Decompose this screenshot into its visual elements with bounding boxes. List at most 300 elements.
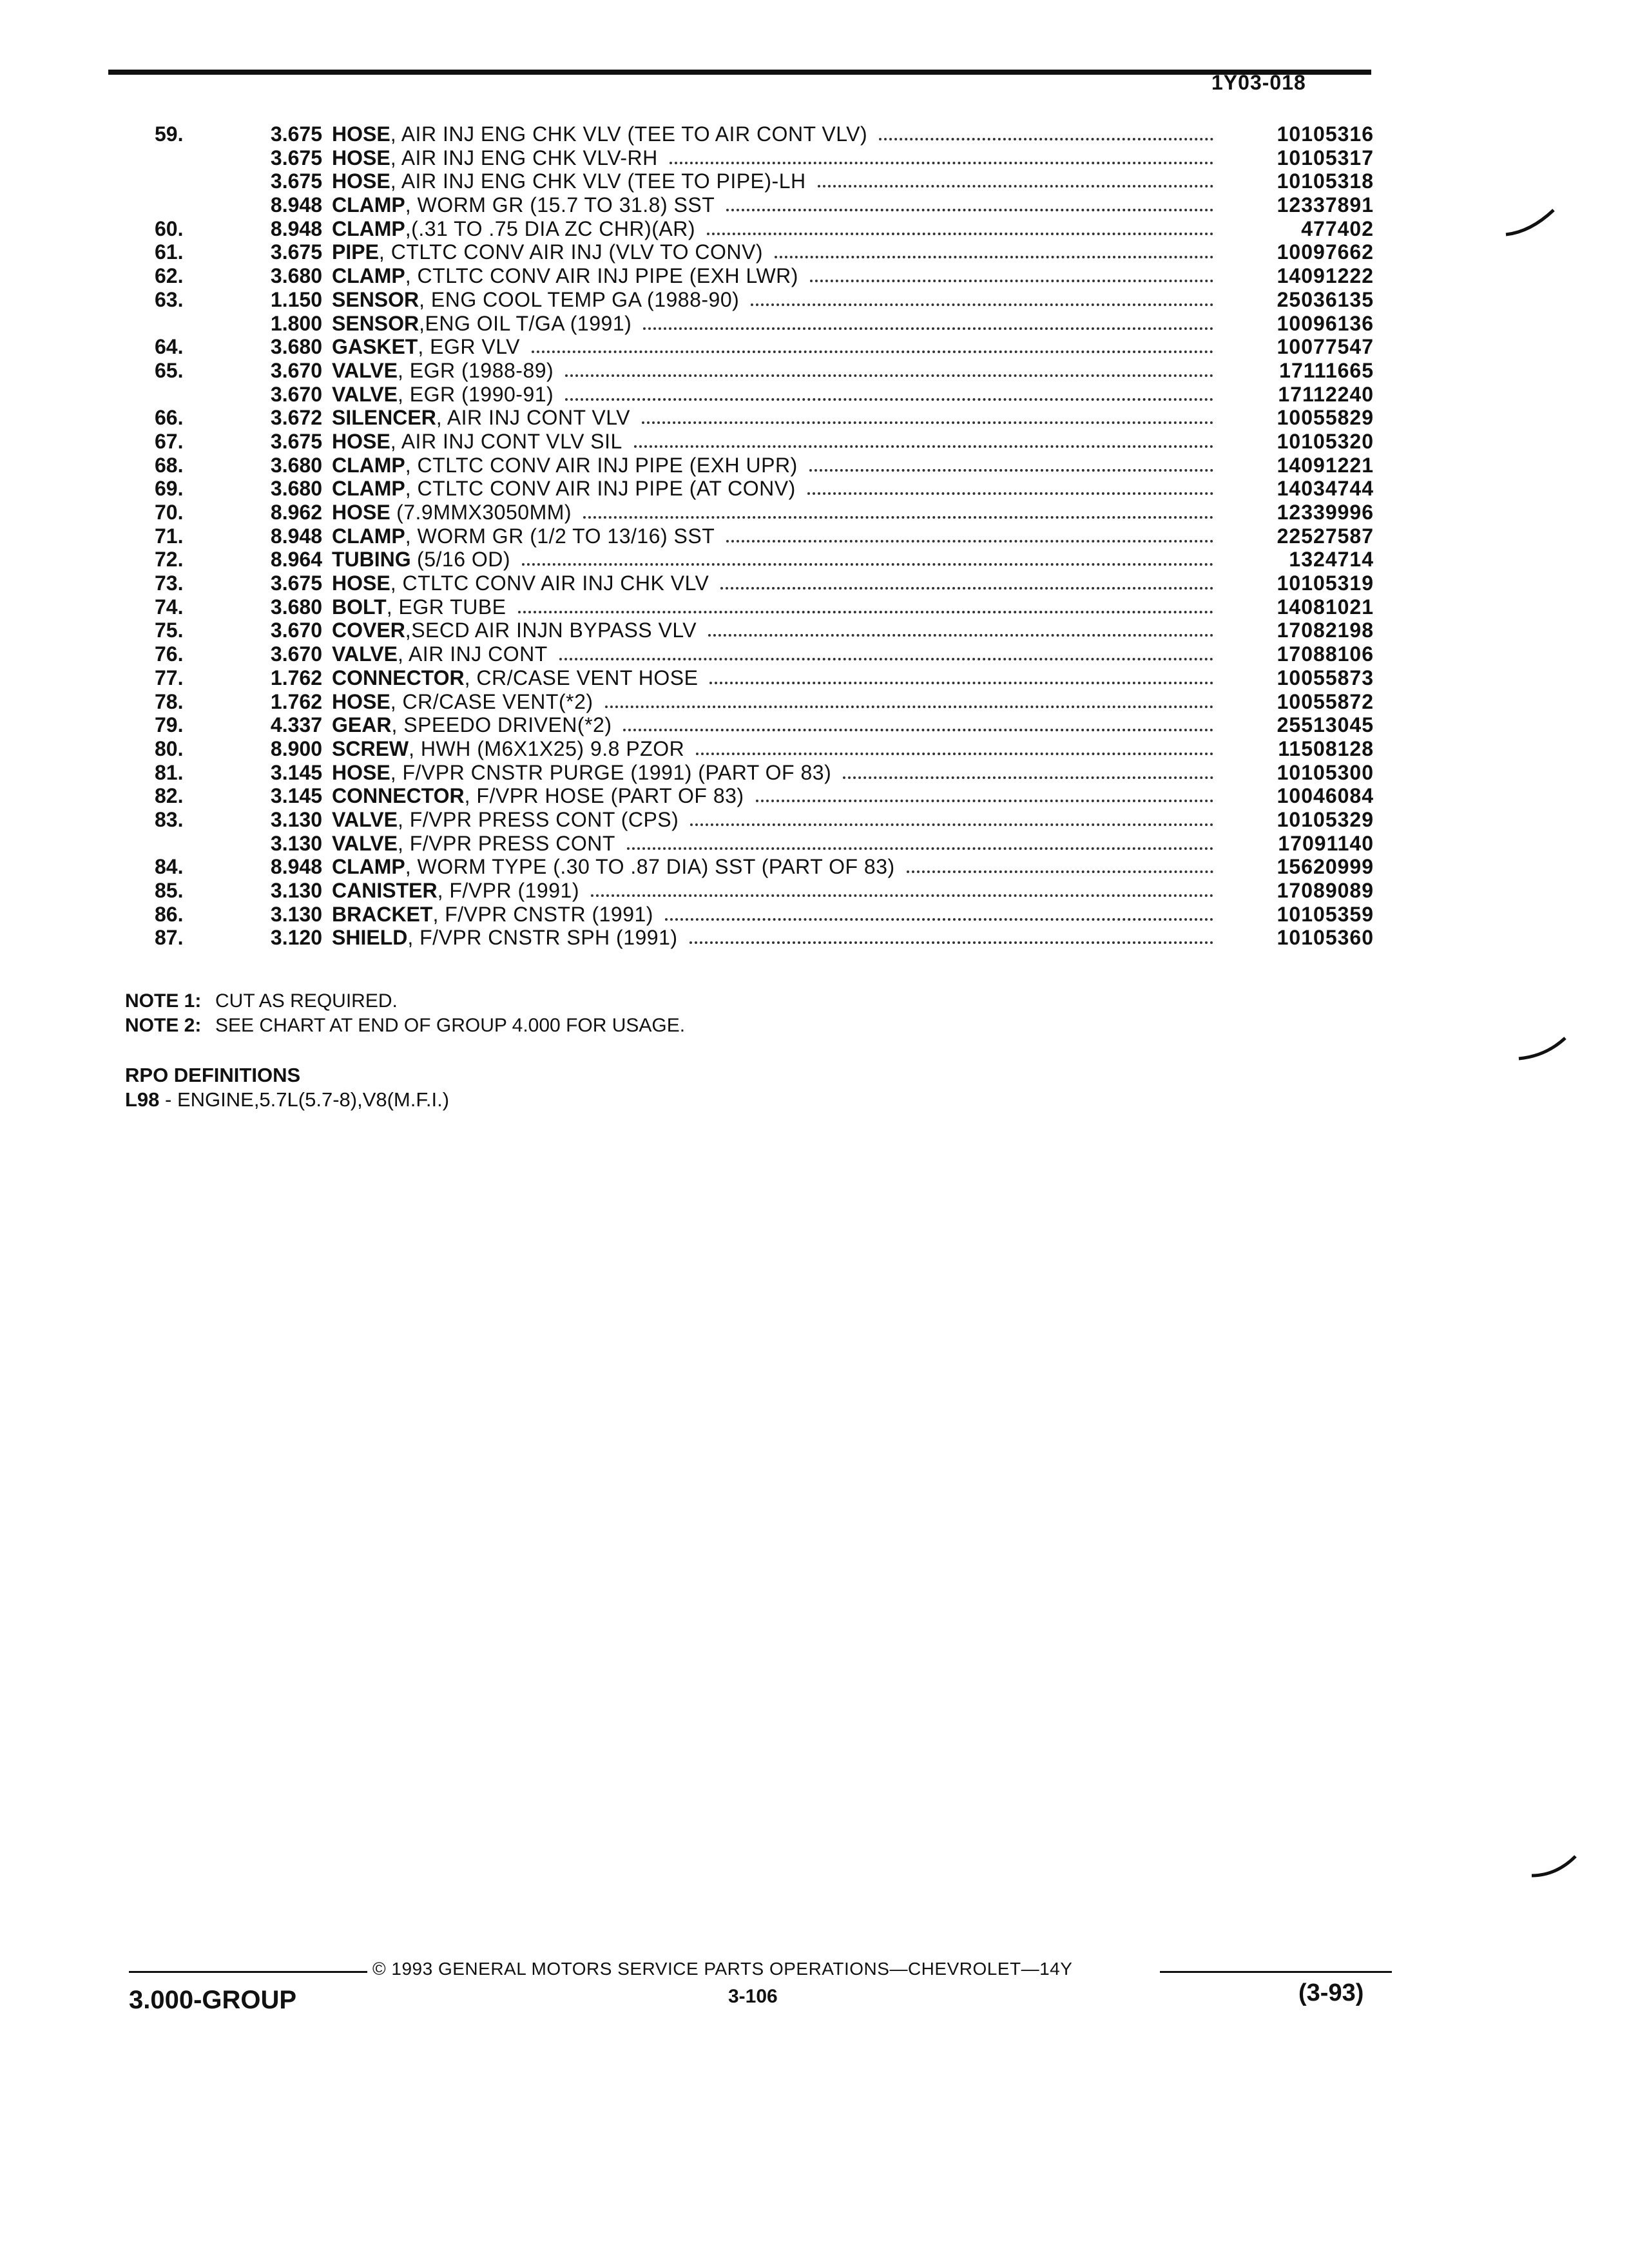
part-row [129, 713, 1392, 737]
group-number: 8.948 [270, 524, 322, 548]
part-number: 10105317 [1277, 146, 1374, 169]
part-number: 22527587 [1277, 524, 1374, 548]
part-detail: , F/VPR (1991) [437, 879, 579, 902]
group-number: 3.680 [270, 335, 322, 359]
part-number: 10055872 [1277, 689, 1374, 713]
part-description-text [332, 808, 690, 832]
note-label: NOTE 2: [125, 1015, 202, 1036]
group-number: 3.680 [270, 453, 322, 477]
part-description-text [332, 903, 665, 927]
group-number: 3.675 [270, 572, 322, 595]
dot-leader [696, 737, 1213, 755]
part-number: 12337891 [1277, 193, 1374, 217]
margin-mark [1530, 1852, 1582, 1885]
part-detail: , AIR INJ CONT VLV [436, 406, 631, 430]
part-detail: , CTLTC CONV AIR INJ PIPE (EXH LWR) [405, 264, 798, 288]
group-number: 3.675 [270, 429, 322, 453]
part-number: 14091221 [1277, 453, 1374, 477]
part-row [129, 879, 1392, 903]
part-row [129, 784, 1392, 808]
dot-leader [751, 288, 1213, 306]
part-name: CLAMP [332, 477, 405, 501]
part-detail: , CR/CASE VENT HOSE [464, 666, 699, 689]
part-description [332, 524, 1228, 548]
item-number: 70. [155, 501, 184, 524]
part-name: VALVE [332, 358, 398, 382]
part-description [332, 713, 1228, 737]
part-detail: , F/VPR CNSTR SPH (1991) [407, 926, 678, 950]
part-detail: , WORM TYPE (.30 TO .87 DIA) SST (PART OF 83) [405, 855, 895, 879]
group-number: 3.130 [270, 807, 322, 831]
dot-leader [591, 879, 1213, 897]
footer-copyright: © 1993 GENERAL MOTORS SERVICE PARTS OPERATIONS—CHEVROLET—14Y [372, 1959, 1073, 1979]
dot-leader [807, 477, 1213, 495]
part-name: BOLT [332, 595, 387, 619]
part-row [129, 193, 1392, 217]
part-description [332, 477, 1228, 501]
part-number: 10096136 [1277, 311, 1374, 335]
part-description-text [332, 524, 726, 548]
dot-leader [642, 406, 1213, 424]
part-detail: , WORM GR (1/2 TO 13/16) SST [405, 524, 715, 548]
part-name: CONNECTOR [332, 666, 465, 689]
part-number: 10105359 [1277, 902, 1374, 926]
part-row [129, 572, 1392, 595]
part-detail: ,(.31 TO .75 DIA ZC CHR)(AR) [405, 216, 695, 240]
part-name: PIPE [332, 240, 379, 264]
item-number: 75. [155, 619, 184, 642]
part-row [129, 146, 1392, 170]
part-name: GEAR [332, 713, 392, 737]
dot-leader [623, 713, 1213, 731]
part-description [332, 169, 1228, 193]
part-number: 10105329 [1277, 807, 1374, 831]
part-description [332, 642, 1228, 666]
part-name: CONNECTOR [332, 784, 465, 808]
part-row [129, 761, 1392, 785]
dot-leader [518, 595, 1214, 613]
part-description-text [332, 690, 605, 714]
part-row [129, 619, 1392, 642]
part-name: VALVE [332, 382, 398, 406]
part-detail: , CTLTC CONV AIR INJ PIPE (EXH UPR) [405, 453, 798, 477]
part-number: 17082198 [1277, 619, 1374, 642]
group-number: 3.145 [270, 784, 322, 808]
part-row [129, 855, 1392, 879]
group-number: 3.130 [270, 831, 322, 855]
part-description [332, 335, 1228, 359]
item-number: 86. [155, 902, 184, 926]
group-number: 8.962 [270, 501, 322, 524]
part-description [332, 501, 1228, 524]
part-detail: , AIR INJ ENG CHK VLV (TEE TO PIPE)-LH [390, 169, 806, 193]
dot-leader [583, 501, 1213, 519]
footer-rule-left [129, 1971, 367, 1973]
item-number: 68. [155, 453, 184, 477]
group-number: 3.130 [270, 879, 322, 902]
part-description [332, 737, 1228, 761]
group-number: 3.680 [270, 264, 322, 288]
dot-leader [522, 548, 1213, 566]
part-number: 10105320 [1277, 429, 1374, 453]
part-number: 17111665 [1279, 358, 1374, 382]
part-number: 10046084 [1277, 784, 1374, 808]
item-number: 64. [155, 335, 184, 359]
part-name: CLAMP [332, 453, 405, 477]
part-row [129, 690, 1392, 714]
page-number: 3-106 [728, 1986, 778, 2007]
part-detail: , CTLTC CONV AIR INJ CHK VLV [390, 572, 709, 595]
group-number: 4.337 [270, 713, 322, 737]
part-name: HOSE [332, 146, 390, 169]
part-description-text [332, 477, 807, 501]
part-description [332, 572, 1228, 595]
part-row [129, 312, 1392, 336]
item-number: 59. [155, 122, 184, 146]
dot-leader [565, 383, 1213, 401]
part-description-text [332, 855, 907, 879]
item-number: 62. [155, 264, 184, 288]
part-row [129, 832, 1392, 856]
dot-leader [809, 454, 1213, 472]
part-description-text [332, 619, 708, 642]
part-description-text [332, 713, 623, 737]
part-description-text [332, 595, 518, 619]
part-number: 10105316 [1277, 122, 1374, 146]
part-name: CLAMP [332, 216, 405, 240]
part-name: SHIELD [332, 926, 408, 950]
item-number: 83. [155, 807, 184, 831]
part-name: SENSOR [332, 287, 419, 311]
part-description-text [332, 122, 879, 146]
part-name: CANISTER [332, 879, 438, 902]
margin-mark [1505, 206, 1556, 238]
part-description-text [332, 454, 809, 477]
part-row [129, 666, 1392, 690]
part-name: GASKET [332, 335, 418, 359]
part-number: 1324714 [1289, 548, 1374, 572]
part-number: 10105318 [1277, 169, 1374, 193]
part-description-text [332, 217, 707, 241]
parts-list [129, 122, 1392, 950]
top-rule [108, 70, 1371, 75]
part-description-text [332, 359, 565, 383]
part-row [129, 454, 1392, 477]
part-name: CLAMP [332, 524, 405, 548]
dot-leader [643, 312, 1213, 330]
part-description [332, 430, 1228, 454]
dot-leader [532, 335, 1213, 353]
dot-leader [670, 146, 1213, 164]
part-row [129, 595, 1392, 619]
part-row [129, 122, 1392, 146]
footer-rule-right [1160, 1971, 1392, 1973]
part-description [332, 288, 1228, 312]
notes-section [125, 989, 685, 1038]
part-name: HOSE [332, 689, 390, 713]
item-number: 78. [155, 689, 184, 713]
part-number: 14081021 [1277, 595, 1374, 619]
part-detail: , CTLTC CONV AIR INJ PIPE (AT CONV) [405, 477, 796, 501]
part-number: 12339996 [1277, 501, 1374, 524]
rpo-definitions [125, 1063, 449, 1112]
part-row [129, 548, 1392, 572]
group-number: 3.675 [270, 146, 322, 169]
item-number: 66. [155, 406, 184, 430]
part-row [129, 335, 1392, 359]
part-description [332, 666, 1228, 690]
rpo-heading: RPO DEFINITIONS [125, 1064, 301, 1086]
part-description [332, 454, 1228, 477]
part-description-text [332, 406, 642, 430]
item-number: 71. [155, 524, 184, 548]
part-number: 14091222 [1277, 264, 1374, 288]
group-number: 3.680 [270, 595, 322, 619]
part-detail: , ENG COOL TEMP GA (1988-90) [419, 287, 740, 311]
item-number: 61. [155, 240, 184, 264]
part-description-text [332, 240, 775, 264]
item-number: 63. [155, 287, 184, 311]
part-detail: , HWH (M6X1X25) 9.8 PZOR [409, 736, 685, 760]
group-number: 8.948 [270, 216, 322, 240]
part-number: 10105319 [1277, 572, 1374, 595]
item-number: 77. [155, 666, 184, 689]
part-description [332, 217, 1228, 241]
group-number: 1.762 [270, 666, 322, 689]
part-name: VALVE [332, 642, 398, 666]
group-number: 1.762 [270, 689, 322, 713]
part-number: 17112240 [1278, 382, 1374, 406]
part-number: 10097662 [1277, 240, 1374, 264]
part-description-text [332, 879, 591, 903]
part-description [332, 406, 1228, 430]
dot-leader [843, 761, 1213, 779]
part-description [332, 619, 1228, 642]
dot-leader [708, 619, 1213, 637]
dot-leader [775, 240, 1213, 258]
dot-leader [690, 808, 1213, 826]
item-number: 73. [155, 572, 184, 595]
part-detail: , F/VPR CNSTR PURGE (1991) (PART OF 83) [390, 760, 832, 784]
rpo-definition [125, 1088, 449, 1112]
part-detail: , CR/CASE VENT(*2) [390, 689, 593, 713]
dot-leader [565, 359, 1213, 377]
item-number: 72. [155, 548, 184, 572]
part-number: 17091140 [1278, 831, 1374, 855]
part-detail: , AIR INJ ENG CHK VLV (TEE TO AIR CONT VLV) [390, 122, 868, 146]
part-description [332, 240, 1228, 264]
rpo-description: - ENGINE,5.7L(5.7-8),V8(M.F.I.) [159, 1088, 450, 1111]
part-row [129, 477, 1392, 501]
note-label: NOTE 1: [125, 990, 202, 1012]
group-number: 8.900 [270, 736, 322, 760]
part-description-text [332, 288, 751, 312]
part-name: HOSE [332, 760, 390, 784]
part-description-text [332, 169, 818, 193]
part-description [332, 808, 1228, 832]
part-name: SCREW [332, 736, 409, 760]
part-detail: , AIR INJ ENG CHK VLV-RH [390, 146, 658, 169]
group-number: 3.672 [270, 406, 322, 430]
part-number: 10105360 [1277, 926, 1374, 950]
dot-leader [689, 926, 1213, 944]
part-description-text [332, 784, 756, 808]
dot-leader [707, 217, 1213, 235]
group-number: 8.948 [270, 193, 322, 217]
part-description-text [332, 501, 583, 524]
group-number: 3.670 [270, 619, 322, 642]
part-description-text [332, 761, 843, 785]
part-description [332, 855, 1228, 879]
part-description-text [332, 832, 627, 856]
part-number: 14034744 [1277, 477, 1374, 501]
part-name: VALVE [332, 807, 398, 831]
part-name: HOSE [332, 122, 390, 146]
part-name: HOSE [332, 429, 390, 453]
item-number: 65. [155, 358, 184, 382]
group-number: 8.964 [270, 548, 322, 572]
part-name: SILENCER [332, 406, 436, 430]
margin-mark [1518, 1034, 1569, 1066]
part-detail: , F/VPR PRESS CONT [397, 831, 615, 855]
part-detail: (7.9MMX3050MM) [390, 501, 572, 524]
part-description-text [332, 926, 689, 950]
group-number: 3.675 [270, 169, 322, 193]
dot-leader [634, 430, 1213, 448]
part-detail: , CTLTC CONV AIR INJ (VLV TO CONV) [378, 240, 763, 264]
part-description [332, 784, 1228, 808]
part-description [332, 122, 1228, 146]
part-row [129, 240, 1392, 264]
part-row [129, 359, 1392, 383]
part-row [129, 217, 1392, 241]
part-description [332, 312, 1228, 336]
group-number: 3.680 [270, 477, 322, 501]
part-name: CLAMP [332, 264, 405, 288]
part-name: BRACKET [332, 902, 433, 926]
part-name: HOSE [332, 572, 390, 595]
part-number: 477402 [1301, 216, 1374, 240]
part-description [332, 146, 1228, 170]
part-number: 11508128 [1278, 736, 1374, 760]
part-row [129, 169, 1392, 193]
part-number: 10077547 [1277, 335, 1374, 359]
part-number: 25036135 [1277, 287, 1374, 311]
item-number: 82. [155, 784, 184, 808]
group-number: 3.670 [270, 642, 322, 666]
group-number: 3.670 [270, 382, 322, 406]
part-row [129, 642, 1392, 666]
part-description [332, 879, 1228, 903]
part-number: 17089089 [1277, 879, 1374, 902]
item-number: 85. [155, 879, 184, 902]
part-row [129, 903, 1392, 927]
part-description-text [332, 642, 559, 666]
item-number: 87. [155, 926, 184, 950]
part-row [129, 288, 1392, 312]
group-number: 8.948 [270, 855, 322, 879]
dot-leader [726, 193, 1213, 211]
item-number: 74. [155, 595, 184, 619]
item-number: 76. [155, 642, 184, 666]
part-detail: , F/VPR HOSE (PART OF 83) [464, 784, 744, 808]
part-description [332, 193, 1228, 217]
item-number: 81. [155, 760, 184, 784]
part-detail: , EGR TUBE [386, 595, 506, 619]
part-description [332, 264, 1228, 288]
part-number: 17088106 [1277, 642, 1374, 666]
dot-leader [907, 855, 1213, 873]
rpo-code: L98 [125, 1088, 160, 1111]
part-name: CLAMP [332, 855, 405, 879]
part-description [332, 903, 1228, 927]
group-number: 3.120 [270, 926, 322, 950]
dot-leader [559, 642, 1213, 660]
note-text: CUT AS REQUIRED. [215, 990, 398, 1012]
part-detail: ,SECD AIR INJN BYPASS VLV [405, 619, 697, 642]
part-description-text [332, 383, 565, 407]
dot-leader [627, 832, 1213, 850]
part-row [129, 524, 1392, 548]
part-row [129, 501, 1392, 524]
item-number: 69. [155, 477, 184, 501]
part-row [129, 926, 1392, 950]
item-number: 80. [155, 736, 184, 760]
part-number: 10055829 [1277, 406, 1374, 430]
part-number: 10055873 [1277, 666, 1374, 689]
part-number: 15620999 [1277, 855, 1374, 879]
part-detail: , EGR (1988-89) [397, 358, 554, 382]
part-description [332, 595, 1228, 619]
part-detail: , AIR INJ CONT [397, 642, 548, 666]
note-text: SEE CHART AT END OF GROUP 4.000 FOR USAGE. [215, 1015, 686, 1036]
item-number: 84. [155, 855, 184, 879]
part-detail: ,ENG OIL T/GA (1991) [419, 311, 632, 335]
group-number: 1.800 [270, 311, 322, 335]
part-row [129, 406, 1392, 430]
part-row [129, 264, 1392, 288]
part-description [332, 359, 1228, 383]
part-name: HOSE [332, 169, 390, 193]
part-name: CLAMP [332, 193, 405, 217]
part-name: SENSOR [332, 311, 419, 335]
part-description-text [332, 312, 643, 336]
note-1 [125, 989, 685, 1014]
part-number: 10105300 [1277, 760, 1374, 784]
part-row [129, 737, 1392, 761]
part-detail: (5/16 OD) [410, 548, 511, 572]
group-number: 3.675 [270, 122, 322, 146]
part-description-text [332, 335, 532, 359]
part-name: VALVE [332, 831, 398, 855]
item-number: 79. [155, 713, 184, 737]
part-detail: , F/VPR PRESS CONT (CPS) [397, 807, 679, 831]
dot-leader [665, 903, 1213, 921]
dot-leader [720, 572, 1213, 590]
group-number: 3.675 [270, 240, 322, 264]
part-row [129, 383, 1392, 407]
part-description-text [332, 193, 726, 217]
footer-group: 3.000-GROUP [129, 1986, 297, 2014]
part-detail: , WORM GR (15.7 TO 31.8) SST [405, 193, 715, 217]
dot-leader [879, 122, 1213, 140]
part-row [129, 430, 1392, 454]
item-number: 67. [155, 429, 184, 453]
part-detail: , AIR INJ CONT VLV SIL [390, 429, 622, 453]
part-detail: , EGR (1990-91) [397, 382, 554, 406]
group-number: 1.150 [270, 287, 322, 311]
part-description [332, 832, 1228, 856]
